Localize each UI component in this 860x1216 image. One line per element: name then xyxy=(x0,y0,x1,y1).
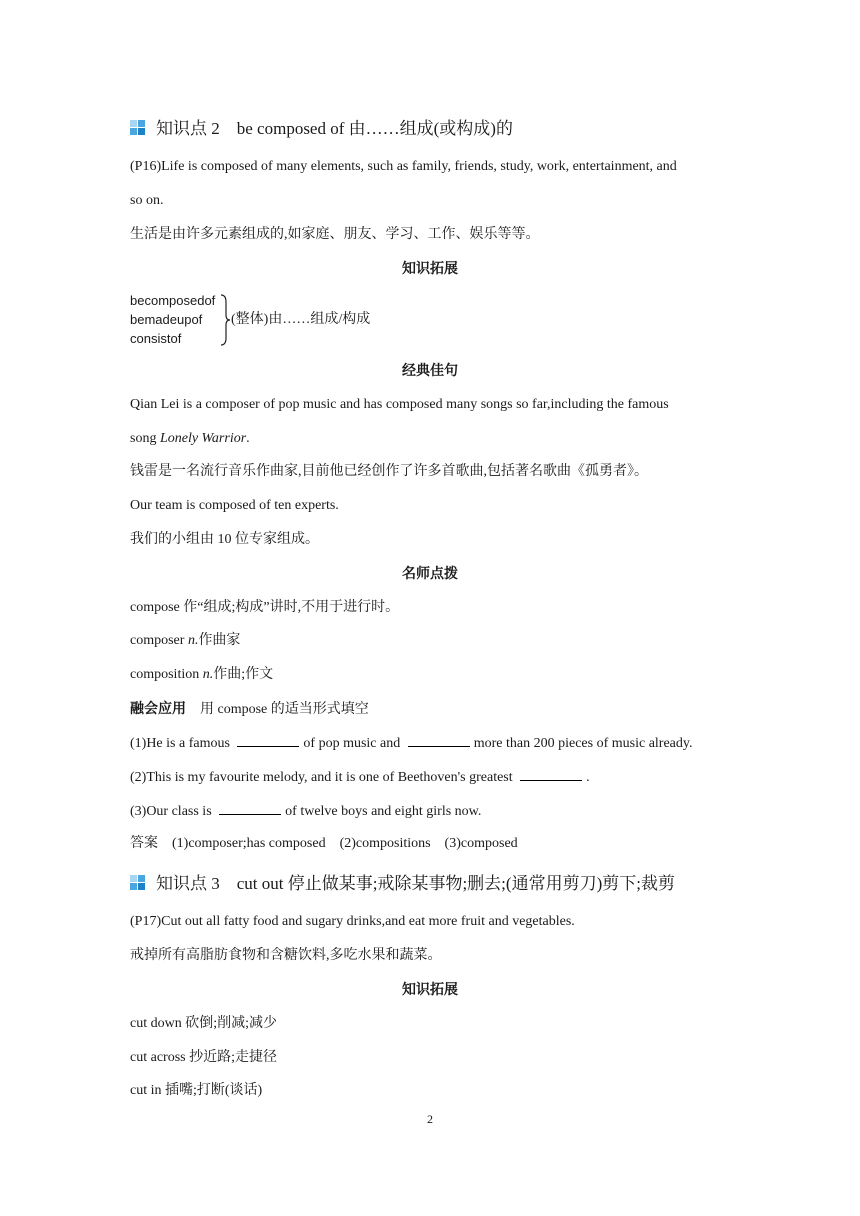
example-en-line-1: (P16)Life is composed of many elements, such as family, friends, study, work, entertainment, and xyxy=(130,159,677,174)
question-3 xyxy=(130,802,481,821)
text: composition xyxy=(130,667,203,682)
right-brace-icon xyxy=(219,294,231,346)
text: song xyxy=(130,431,160,446)
pos: n. xyxy=(187,633,199,648)
classic-zh-2: 我们的小组由 10 位专家组成。 xyxy=(130,532,319,547)
section-heading-3 xyxy=(130,874,675,894)
phrase-item: becomposedof xyxy=(130,293,216,308)
apply-text: 用 compose 的适当形式填空 xyxy=(200,702,369,717)
question-2 xyxy=(130,768,590,787)
answer-blank[interactable] xyxy=(520,768,582,781)
classic-en-2: Our team is composed of ten experts. xyxy=(130,498,339,513)
answer-line: 答案 (1)composer;has composed (2)compositions (3)composed xyxy=(130,836,518,851)
text: . xyxy=(246,431,250,446)
section-heading-text: 知识点 2 be composed of 由……组成(或构成)的 xyxy=(156,119,513,138)
text: (3)Our class is xyxy=(130,804,216,819)
ext-item: cut down 砍倒;削减;减少 xyxy=(130,1016,277,1031)
example-zh: 戒掉所有高脂肪食物和含糖饮料,多吃水果和蔬菜。 xyxy=(130,948,442,963)
text: composer xyxy=(130,633,188,648)
section-icon xyxy=(130,875,148,891)
ext-item: cut across 抄近路;走捷径 xyxy=(130,1050,277,1065)
example-en-line-2: so on. xyxy=(130,193,164,208)
section-heading-2 xyxy=(130,119,513,139)
apply-line xyxy=(130,700,369,719)
tips-title: 名师点拨 xyxy=(402,566,458,582)
example-en: (P17)Cut out all fatty food and sugary drinks,and eat more fruit and vegetables. xyxy=(130,914,575,929)
classic-zh-1: 钱雷是一名流行音乐作曲家,目前他已经创作了许多首歌曲,包括著名歌曲《孤勇者》。 xyxy=(130,464,648,479)
ext-title: 知识拓展 xyxy=(402,982,458,998)
page-number: 2 xyxy=(427,1112,433,1126)
answer-blank[interactable] xyxy=(408,734,470,747)
phrases-meaning: (整体)由……组成/构成 xyxy=(231,312,371,327)
song-title: Lonely Warrior xyxy=(159,431,247,446)
ext-item: cut in 插嘴;打断(谈话) xyxy=(130,1083,263,1098)
section-icon xyxy=(130,120,148,136)
tip-1: compose 作“组成;构成”讲时,不用于进行时。 xyxy=(130,600,400,615)
text: of twelve boys and eight girls now. xyxy=(285,804,482,819)
ext-title: 知识拓展 xyxy=(402,261,458,277)
phrase-item: consistof xyxy=(130,331,182,346)
text: of pop music and xyxy=(303,736,404,751)
text: 作曲家 xyxy=(198,633,241,648)
tip-3 xyxy=(130,666,273,684)
tip-2 xyxy=(130,632,240,650)
classic-en-1b xyxy=(130,430,250,448)
text: (2)This is my favourite melody, and it is one of Beethoven's greatest xyxy=(130,770,517,785)
answer-blank[interactable] xyxy=(219,802,281,815)
classic-title: 经典佳句 xyxy=(402,363,458,379)
pos: n. xyxy=(202,667,214,682)
example-zh: 生活是由许多元素组成的,如家庭、朋友、学习、工作、娱乐等等。 xyxy=(130,227,540,242)
question-1 xyxy=(130,734,693,753)
text: more than 200 pieces of music already. xyxy=(473,736,693,751)
phrase-item: bemadeupof xyxy=(130,312,203,327)
text: (1)He is a famous xyxy=(130,736,234,751)
apply-label: 融会应用 xyxy=(130,701,186,717)
answer-blank[interactable] xyxy=(237,734,299,747)
text: . xyxy=(586,770,590,785)
text: 作曲;作文 xyxy=(213,667,274,682)
section-heading-text: 知识点 3 cut out 停止做某事;戒除某事物;删去;(通常用剪刀)剪下;裁剪 xyxy=(156,874,675,893)
classic-en-1a: Qian Lei is a composer of pop music and has composed many songs so far,including the famous xyxy=(130,397,669,412)
